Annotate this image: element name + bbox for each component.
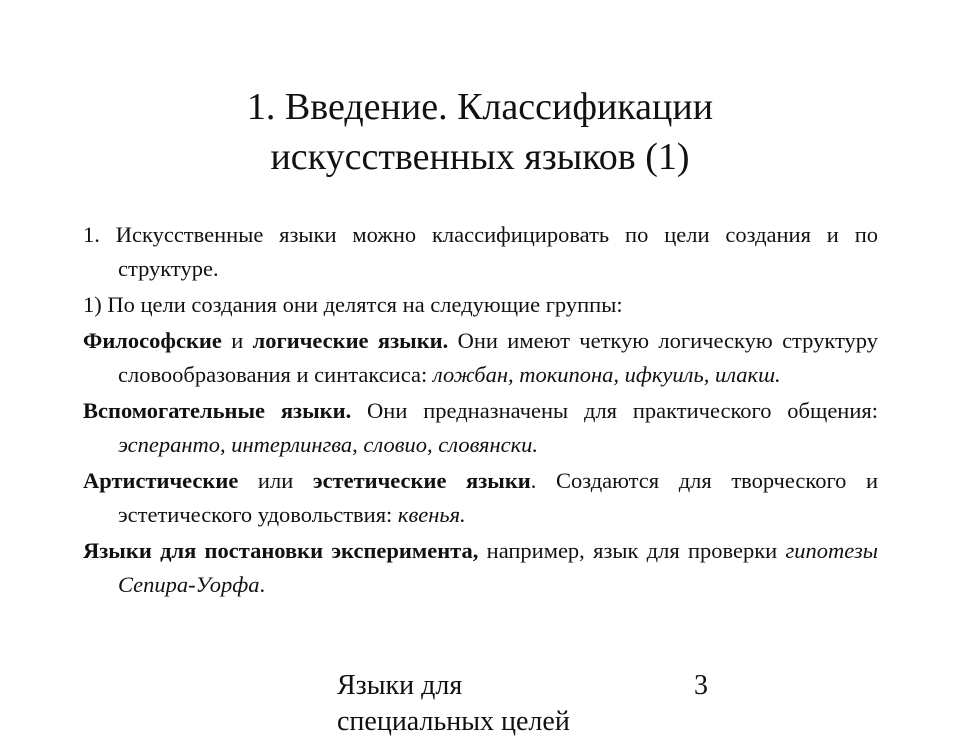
page-number: 3 (694, 670, 708, 701)
examples-experimental: гипотезы Сепира-Уорфа (118, 538, 878, 597)
intro-text: 1. Искусственные языки можно классифицировать по цели создания и по структуре. (83, 222, 878, 281)
slide-footer (337, 668, 637, 740)
examples-auxiliary: эсперанто, интерлингва, словио, словянски. (118, 432, 539, 457)
term-aesthetic: эстетические языки (312, 468, 531, 493)
text-or: или (238, 468, 313, 493)
paragraph-philosophical (83, 324, 878, 392)
text-logical-desc: Они имеют четкую логическую структуру словообразования и синтаксиса: (118, 328, 878, 387)
title-line-2: искусственных языков (1) (270, 136, 690, 178)
term-artistic: Артистические (83, 468, 239, 493)
term-auxiliary: Вспомогательные языки. (83, 398, 352, 423)
paragraph-intro (83, 218, 878, 286)
paragraph-experimental (83, 534, 878, 602)
text-auxiliary-desc: Они предназначены для практического общения: (351, 398, 878, 423)
groups-intro-text: 1) По цели создания они делятся на следующие группы: (83, 292, 623, 317)
text-period: . (259, 572, 266, 597)
paragraph-auxiliary (83, 394, 878, 462)
title-line-1: 1. Введение. Классификации (246, 86, 714, 128)
text-experimental-desc: например, язык для проверки (478, 538, 786, 563)
footer-line-2: специальных целей (337, 706, 570, 737)
term-experimental: Языки для постановки эксперимента, (83, 538, 479, 563)
paragraph-groups-intro (83, 288, 878, 322)
slide-body (83, 218, 878, 602)
term-logical: логические языки. (252, 328, 449, 353)
examples-logical: ложбан, токипона, ифкуиль, илакш. (432, 362, 781, 387)
text-artistic-desc: . Создаются для творческого и эстетического удовольствия: (118, 468, 879, 527)
paragraph-artistic (83, 464, 878, 532)
slide-title (0, 82, 960, 182)
examples-artistic: квенья. (397, 502, 466, 527)
footer-line-1: Языки для (337, 670, 463, 701)
term-philosophical: Философские (83, 328, 222, 353)
text-and: и (221, 328, 253, 353)
